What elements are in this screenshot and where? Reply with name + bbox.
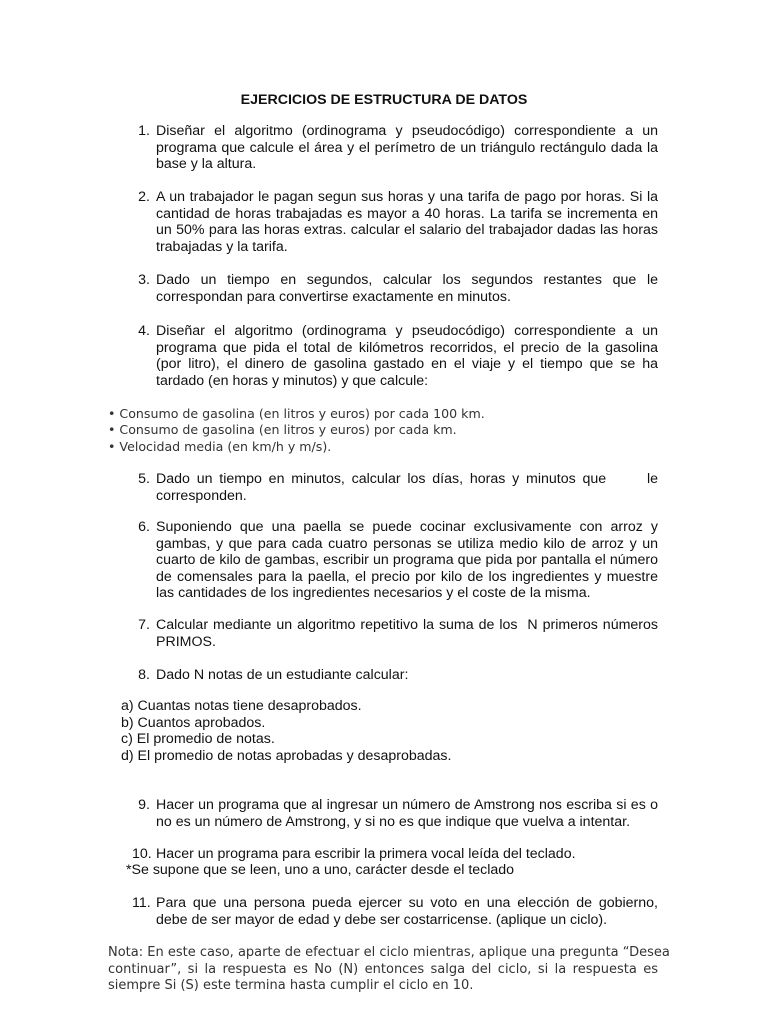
exercise-line: cuarto de kilo de gambas, escribir un programa que pida por pantalla el número bbox=[156, 552, 658, 569]
exercise-line: Para que una persona pueda ejercer su voto en una elección de gobierno, bbox=[156, 895, 658, 911]
exercise-line: correspondan para convertirse exactamente en minutos. bbox=[156, 288, 511, 305]
note-line: continuar”, si la respuesta es No (N) entonces salga del ciclo, si la respuesta es bbox=[108, 961, 658, 977]
exercise-text bbox=[156, 272, 658, 305]
exercise-line: gambas, y que para cada cuatro personas se utiliza medio kilo de arroz y un bbox=[156, 535, 658, 552]
exercise-text bbox=[156, 123, 658, 173]
exercise-number: 3. bbox=[138, 272, 150, 288]
exercise-line: PRIMOS. bbox=[156, 633, 216, 650]
exercise-number: 4. bbox=[138, 323, 150, 339]
exercise-10-note: *Se supone que se leen, uno a uno, carácter desde el teclado bbox=[126, 862, 515, 878]
exercise-line: de comensales para la paella, el precio por kilo de los ingredientes y muestre bbox=[156, 568, 658, 585]
exercise-text bbox=[156, 846, 658, 863]
bullet-list bbox=[108, 406, 668, 455]
exercise-text bbox=[156, 895, 658, 928]
bullet-item: • Consumo de gasolina (en litros y euros) por cada 100 km. bbox=[108, 406, 485, 421]
exercise-line: tardado (en horas y minutos) y que calcule: bbox=[156, 372, 429, 389]
exercise-line: cantidad de horas trabajadas es mayor a 40 horas. La tarifa se incrementa en bbox=[156, 205, 658, 222]
exercise-line: corresponden. bbox=[156, 487, 247, 504]
sub-list bbox=[121, 698, 621, 764]
sub-item: a) Cuantas notas tiene desaprobados. bbox=[121, 698, 362, 714]
exercise-line: Diseñar el algoritmo (ordinograma y pseudocódigo) correspondiente a un bbox=[156, 323, 658, 339]
exercise-line: trabajadas y la tarifa. bbox=[156, 238, 288, 255]
exercise-number: 5. bbox=[138, 471, 150, 487]
exercise-line: Hacer un programa para escribir la primera vocal leída del teclado. bbox=[156, 846, 576, 862]
exercise-number: 2. bbox=[138, 189, 150, 205]
exercise-line: Suponiendo que una paella se puede cocinar exclusivamente con arroz y bbox=[156, 519, 658, 535]
exercise-line: Calcular mediante un algoritmo repetitivo la suma de los N primeros números bbox=[156, 617, 658, 633]
exercise-number: 1. bbox=[138, 123, 150, 139]
exercise-line: no es un número de Amstrong, y si no es que indique que vuelva a intentar. bbox=[156, 813, 631, 830]
exercise-number: 8. bbox=[138, 667, 150, 683]
sub-item: d) El promedio de notas aprobadas y desaprobadas. bbox=[121, 747, 452, 764]
exercise-line: Hacer un programa que al ingresar un número de Amstrong nos escriba si es o bbox=[156, 797, 658, 813]
exercise-line: A un trabajador le pagan segun sus horas y una tarifa de pago por horas. Si la bbox=[156, 189, 658, 205]
exercise-line: debe de ser mayor de edad y debe ser costarricense. (aplique un ciclo). bbox=[156, 911, 608, 928]
page-title: EJERCICIOS DE ESTRUCTURA DE DATOS bbox=[240, 92, 528, 108]
note-line: siempre Si (S) este termina hasta cumplir el ciclo en 10. bbox=[108, 978, 474, 994]
exercise-line: Diseñar el algoritmo (ordinograma y pseudocódigo) correspondiente a un bbox=[156, 123, 658, 139]
exercise-line: programa que calcule el área y el perímetro de un triángulo rectángulo dada la bbox=[156, 139, 658, 156]
final-note bbox=[108, 945, 670, 995]
sub-item: c) El promedio de notas. bbox=[121, 731, 275, 748]
exercise-text bbox=[156, 323, 658, 389]
exercise-text bbox=[156, 519, 658, 602]
exercise-line: Dado N notas de un estudiante calcular: bbox=[156, 667, 409, 683]
exercise-text bbox=[156, 667, 658, 684]
bullet-item: • Consumo de gasolina (en litros y euros) por cada km. bbox=[108, 422, 457, 438]
bullet-item: • Velocidad media (en km/h y m/s). bbox=[108, 438, 332, 454]
exercise-number: 7. bbox=[138, 617, 150, 633]
exercise-line: base y la altura. bbox=[156, 156, 257, 173]
exercise-line: las cantidades de los ingredientes necesarios y el coste de la misma. bbox=[156, 585, 591, 602]
exercise-text bbox=[156, 617, 658, 650]
exercise-number: 10. bbox=[132, 846, 152, 862]
exercise-line: programa que pida el total de kilómetros recorridos, el precio de la gasolina bbox=[156, 339, 658, 356]
exercise-line: Dado un tiempo en minutos, calcular los días, horas y minutos que le bbox=[156, 471, 658, 487]
exercise-line: un 50% para las horas extras. calcular el salario del trabajador dadas las horas bbox=[156, 222, 658, 239]
exercise-text bbox=[156, 797, 658, 830]
note-line: Nota: En este caso, aparte de efectuar el ciclo mientras, aplique una pregunta “Desea bbox=[108, 945, 670, 960]
exercise-number: 9. bbox=[138, 797, 150, 813]
exercise-text bbox=[156, 189, 658, 255]
exercise-number: 11. bbox=[132, 895, 151, 911]
exercise-line: Dado un tiempo en segundos, calcular los segundos restantes que le bbox=[156, 272, 658, 288]
exercise-text bbox=[156, 471, 658, 504]
sub-item: b) Cuantos aprobados. bbox=[121, 714, 266, 731]
exercise-number: 6. bbox=[138, 519, 150, 535]
exercise-line: (por litro), el dinero de gasolina gastado en el viaje y el tiempo que se ha bbox=[156, 356, 658, 373]
